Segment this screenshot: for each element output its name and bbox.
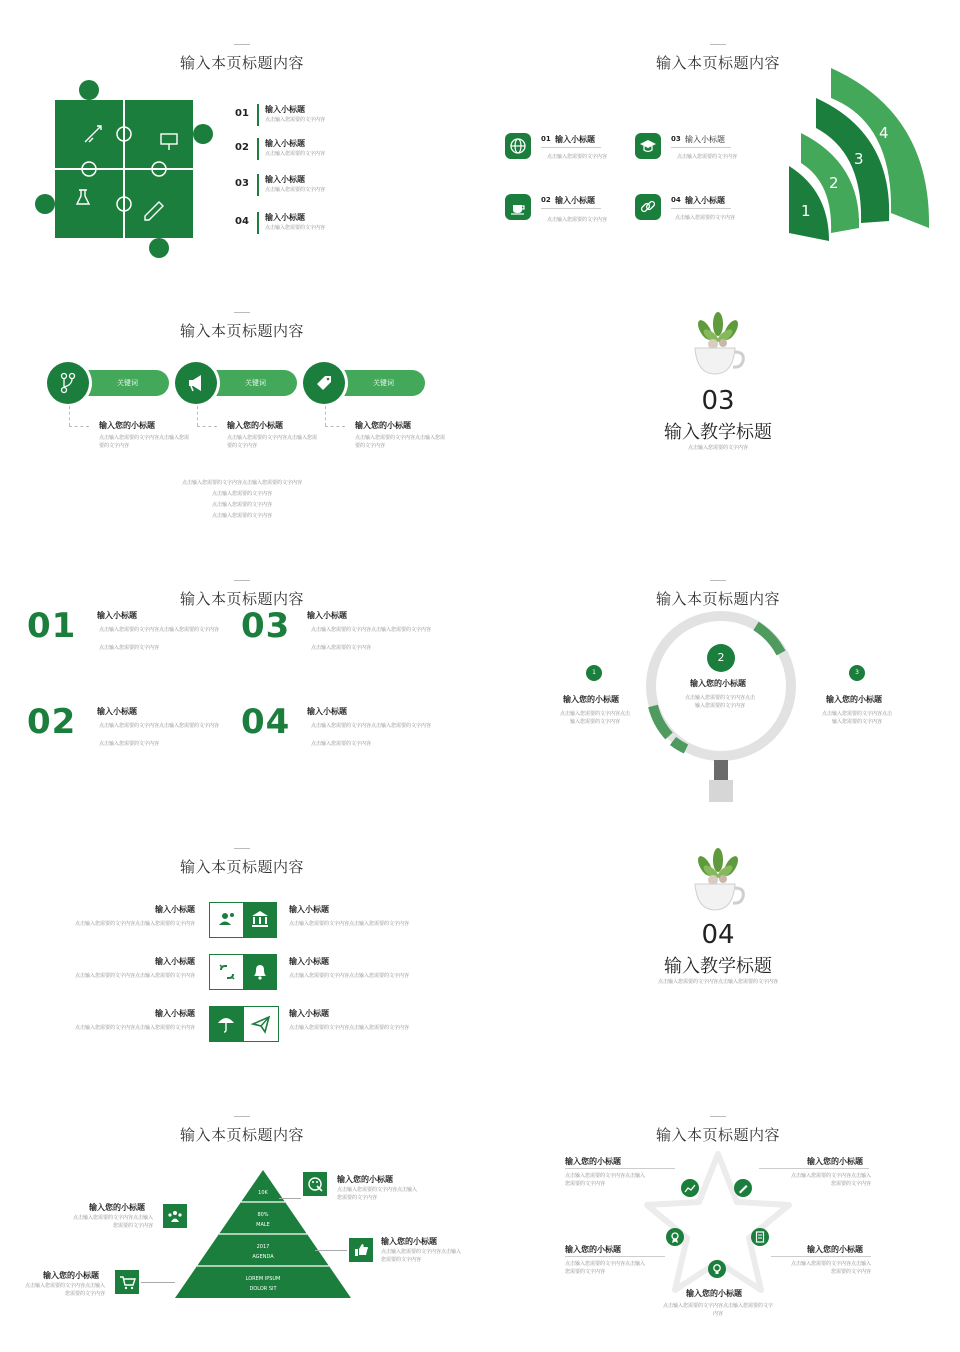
title-line — [234, 848, 250, 849]
tag-icon — [303, 362, 345, 404]
slide-7-icon-grid — [5, 812, 479, 1074]
item-desc: 点击输入您需要的文字内容点击输入您需要的文字内容 — [289, 921, 410, 927]
item-number: 04 — [671, 196, 681, 204]
item-desc: 点击输入您需要的文字内容 — [311, 741, 372, 747]
divider — [257, 138, 259, 160]
item-title: 输入您的小标题 — [565, 1245, 621, 1254]
footer-line: 点击输入您需要的文字内容 — [211, 502, 272, 508]
slide-4-section — [481, 276, 955, 538]
pyramid-level — [173, 1242, 353, 1262]
item-title: 输入小标题 — [555, 135, 595, 144]
item-title: 输入小标题 — [155, 905, 195, 914]
page-title: 输入本页标题内容 — [655, 1126, 780, 1144]
divider — [257, 212, 259, 234]
item-title: 输入您的小标题 — [565, 1157, 621, 1166]
item-desc: 点击输入您需要的文字内容点击输入您需要的文字内容 — [565, 1261, 646, 1275]
item-title: 输入小标题 — [307, 707, 347, 716]
divider — [671, 147, 731, 148]
connector — [315, 1250, 347, 1251]
section-number: 04 — [701, 920, 735, 950]
section-desc: 点击输入您需要的文字内容点击输入您需要的文字内容 — [657, 979, 778, 985]
page-title: 输入本页标题内容 — [179, 858, 304, 876]
connector — [325, 426, 345, 428]
item-desc: 点击输入您需要的文字内容点击输入您需要的文字内容 — [99, 435, 190, 449]
item-desc: 点击输入您需要的文字内容点击输入您需要的文字内容 — [74, 921, 195, 927]
section-title: 输入教学标题 — [664, 956, 772, 977]
level-label: 2017 — [256, 1244, 270, 1250]
page-title: 输入本页标题内容 — [655, 590, 780, 608]
item-title: 输入您的小标题 — [89, 1203, 145, 1212]
palette-icon — [303, 1172, 327, 1196]
item-title: 输入小标题 — [265, 105, 305, 114]
thumbs-up-icon — [349, 1238, 373, 1262]
item-title: 输入小标题 — [289, 1009, 329, 1018]
slide-10-star — [481, 1080, 955, 1342]
item-desc: 点击输入您需要的文字内容点击输入您需要的文字内容 — [74, 1025, 195, 1031]
item-number: 01 — [541, 135, 551, 143]
item-title: 输入小标题 — [289, 905, 329, 914]
item-title: 输入小标题 — [685, 196, 725, 205]
item-desc: 点击输入您需要的文字内容点击输入您需要的文字内容 — [381, 1249, 462, 1263]
item-number: 02 — [235, 142, 249, 153]
title-line — [710, 1116, 726, 1117]
keyword-pill: 关键词 — [195, 370, 297, 396]
umbrella-icon — [209, 1006, 243, 1042]
megaphone-icon — [175, 362, 217, 404]
pen-icon — [734, 1179, 752, 1197]
item-desc: 点击输入您需要的文字内容 — [99, 645, 160, 651]
level-label: DOLOR SIT — [249, 1286, 277, 1292]
item-title: 输入小标题 — [307, 611, 347, 620]
item-desc: 点击输入您需要的文字内容点击输入您需要的文字内容 — [74, 973, 195, 979]
team-icon — [163, 1204, 187, 1228]
globe-icon — [505, 133, 531, 159]
connector — [197, 426, 217, 428]
item-desc: 点击输入您需要的文字内容 — [677, 154, 738, 160]
section-desc: 点击输入您需要的文字内容 — [687, 445, 748, 451]
graduation-cap-icon — [635, 133, 661, 159]
puzzle-graphic — [33, 78, 215, 260]
title-line — [234, 44, 250, 45]
slide-6-magnifier — [481, 544, 955, 806]
item-desc: 点击输入您需要的文字内容点击输入您需要的文字内容 — [355, 435, 446, 449]
item-title: 输入您的小标题 — [807, 1245, 863, 1254]
item-desc: 点击输入您需要的文字内容 — [547, 154, 608, 160]
arc-label: 3 — [854, 150, 864, 168]
plant-cup-illustration — [683, 312, 753, 382]
document-icon — [751, 1228, 769, 1246]
item-title: 输入小标题 — [265, 139, 305, 148]
connector — [69, 426, 89, 428]
item-desc: 点击输入您需要的文字内容 — [265, 117, 326, 123]
slide-1-puzzle — [5, 8, 479, 270]
item-title: 输入小标题 — [289, 957, 329, 966]
item-title: 输入您的小标题 — [227, 421, 283, 430]
footer-line: 点击输入您需要的文字内容点击输入您需要的文字内容 — [181, 480, 302, 486]
branch-icon — [47, 362, 89, 404]
level-label: MALE — [256, 1222, 270, 1228]
title-line — [234, 1116, 250, 1117]
section-title: 输入教学标题 — [664, 422, 772, 443]
item-number: 03 — [235, 178, 249, 189]
slide-9-pyramid — [5, 1080, 479, 1342]
item-desc: 点击输入您需要的文字内容 — [265, 151, 326, 157]
item-desc: 点击输入您需要的文字内容点击输入您需要的文字内容 — [791, 1261, 872, 1275]
item-desc: 点击输入您需要的文字内容 — [99, 741, 160, 747]
connector — [325, 406, 327, 426]
page-title: 输入本页标题内容 — [655, 54, 780, 72]
item-title: 输入小标题 — [685, 135, 725, 144]
keyword-pill: 关键词 — [67, 370, 169, 396]
item-title: 输入您的小标题 — [826, 695, 882, 704]
level-label: LOREM IPSUM — [245, 1276, 281, 1282]
arc-label: 1 — [801, 202, 811, 220]
connector — [565, 1168, 675, 1169]
item-title: 输入您的小标题 — [690, 679, 746, 688]
big-number: 04 — [241, 702, 291, 742]
connector — [69, 406, 71, 426]
item-title: 输入小标题 — [555, 196, 595, 205]
item-number: 02 — [541, 196, 551, 204]
item-desc: 点击输入您需要的文字内容点击输入您需要的文字内容 — [684, 695, 755, 709]
item-desc: 点击输入您需要的文字内容点击输入您需要的文字内容 — [311, 627, 432, 633]
lightbulb-icon — [708, 1260, 726, 1278]
item-title: 输入您的小标题 — [563, 695, 619, 704]
coffee-icon — [505, 194, 531, 220]
item-desc: 点击输入您需要的文字内容点击输入您需要的文字内容 — [791, 1173, 872, 1187]
item-desc: 点击输入您需要的文字内容点击输入您需要的文字内容 — [72, 1215, 153, 1229]
item-title: 输入您的小标题 — [99, 421, 155, 430]
title-line — [710, 44, 726, 45]
item-desc: 点击输入您需要的文字内容点击输入您需要的文字内容 — [559, 711, 630, 725]
big-number: 01 — [27, 606, 77, 646]
item-desc: 点击输入您需要的文字内容 — [265, 225, 326, 231]
title-line — [234, 580, 250, 581]
shopping-cart-icon — [115, 1270, 139, 1294]
page-title: 输入本页标题内容 — [179, 322, 304, 340]
item-desc: 点击输入您需要的文字内容点击输入您需要的文字内容 — [821, 711, 892, 725]
arc-label: 4 — [879, 124, 889, 142]
page-title: 输入本页标题内容 — [179, 590, 304, 608]
broken-link-icon — [209, 954, 245, 990]
slide-3-keywords — [5, 276, 479, 538]
footer-text — [5, 478, 479, 522]
arc-label: 2 — [829, 174, 839, 192]
item-desc: 点击输入您需要的文字内容 — [265, 187, 326, 193]
slide-2-arcs — [481, 8, 955, 270]
item-title: 输入小标题 — [97, 707, 137, 716]
item-title: 输入小标题 — [265, 213, 305, 222]
section-number: 03 — [701, 386, 735, 416]
level-label: 10K — [258, 1190, 268, 1196]
chart-icon — [681, 1179, 699, 1197]
step-badge: 1 — [586, 665, 602, 681]
item-desc: 点击输入您需要的文字内容点击输入您需要的文字内容 — [337, 1187, 418, 1201]
connector — [141, 1282, 175, 1283]
award-icon — [666, 1228, 684, 1246]
level-label: 80% — [257, 1212, 269, 1218]
connector — [771, 1256, 871, 1257]
divider — [671, 208, 731, 209]
item-desc: 点击输入您需要的文字内容点击输入您需要的文字内容 — [663, 1303, 774, 1317]
item-desc: 点击输入您需要的文字内容点击输入您需要的文字内容 — [289, 973, 410, 979]
pyramid-level — [173, 1274, 353, 1294]
item-title: 输入您的小标题 — [807, 1157, 863, 1166]
footer-line: 点击输入您需要的文字内容 — [211, 491, 272, 497]
item-number: 03 — [671, 135, 681, 143]
divider — [541, 147, 601, 148]
step-badge: 3 — [849, 665, 865, 681]
level-label: AGENDA — [252, 1254, 274, 1260]
connector — [279, 1198, 301, 1199]
item-desc: 点击输入您需要的文字内容点击输入您需要的文字内容 — [289, 1025, 410, 1031]
link-icon — [635, 194, 661, 220]
big-number: 02 — [27, 702, 77, 742]
bell-icon — [243, 954, 277, 990]
item-title: 输入您的小标题 — [43, 1271, 99, 1280]
item-title: 输入您的小标题 — [686, 1289, 742, 1298]
item-title: 输入您的小标题 — [355, 421, 411, 430]
connector — [759, 1168, 869, 1169]
page-title: 输入本页标题内容 — [179, 1126, 304, 1144]
plant-cup-illustration — [683, 848, 753, 918]
item-title: 输入您的小标题 — [381, 1237, 437, 1246]
pyramid-level — [173, 1210, 353, 1230]
item-desc: 点击输入您需要的文字内容点击输入您需要的文字内容 — [99, 723, 220, 729]
item-desc: 点击输入您需要的文字内容 — [547, 217, 608, 223]
item-number: 04 — [235, 216, 249, 227]
item-desc: 点击输入您需要的文字内容 — [675, 215, 736, 221]
item-title: 输入小标题 — [155, 1009, 195, 1018]
item-desc: 点击输入您需要的文字内容点击输入您需要的文字内容 — [24, 1283, 105, 1297]
item-title: 输入小标题 — [97, 611, 137, 620]
page-title: 输入本页标题内容 — [179, 54, 304, 72]
item-number: 01 — [235, 108, 249, 119]
item-title: 输入您的小标题 — [337, 1175, 393, 1184]
item-desc: 点击输入您需要的文字内容点击输入您需要的文字内容 — [311, 723, 432, 729]
title-line — [710, 580, 726, 581]
title-line — [234, 312, 250, 313]
divider — [541, 208, 601, 209]
slide-5-big-numbers — [5, 544, 479, 806]
footer-line: 点击输入您需要的文字内容 — [211, 513, 272, 519]
slide-8-section — [481, 812, 955, 1074]
bank-icon — [243, 902, 277, 938]
connector — [197, 406, 199, 426]
item-desc: 点击输入您需要的文字内容 — [311, 645, 372, 651]
item-title: 输入小标题 — [155, 957, 195, 966]
keyword-pill: 关键词 — [323, 370, 425, 396]
item-desc: 点击输入您需要的文字内容点击输入您需要的文字内容 — [99, 627, 220, 633]
step-badge: 2 — [707, 644, 735, 672]
divider — [257, 104, 259, 126]
paper-plane-icon — [243, 1006, 279, 1042]
item-desc: 点击输入您需要的文字内容点击输入您需要的文字内容 — [227, 435, 318, 449]
divider — [257, 174, 259, 196]
item-title: 输入小标题 — [265, 175, 305, 184]
big-number: 03 — [241, 606, 291, 646]
item-desc: 点击输入您需要的文字内容点击输入您需要的文字内容 — [565, 1173, 646, 1187]
users-icon — [209, 902, 245, 938]
connector — [565, 1256, 665, 1257]
